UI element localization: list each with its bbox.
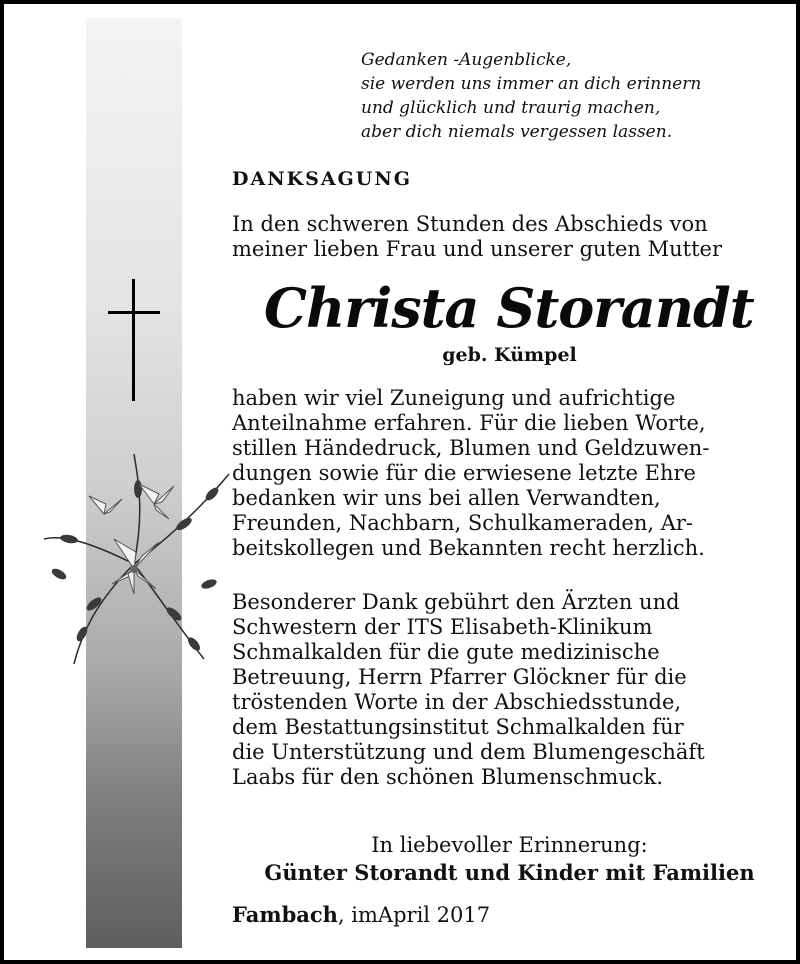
paragraph-line: Anteilnahme erfahren. Für die lieben Worte,	[232, 411, 706, 435]
memorial-quote	[361, 48, 781, 144]
memory-line: In liebevoller Erinnerung:	[371, 833, 648, 857]
date: , imApril 2017	[337, 903, 491, 927]
family-signature: Günter Storandt und Kinder mit Familien	[264, 860, 755, 885]
lily-bouquet-icon	[34, 444, 234, 674]
deceased-name: Christa Storandt	[264, 276, 754, 340]
closing	[232, 832, 787, 886]
paragraph-line: dungen sowie für die erwiesene letzte Ehre	[232, 461, 696, 485]
quote-line: Gedanken -Augenblicke,	[361, 50, 572, 70]
paragraph-line: Besonderer Dank gebührt den Ärzten und	[232, 590, 680, 614]
paragraph-line: Laabs für den schönen Blumenschmuck.	[232, 765, 664, 789]
paragraph-line: stillen Händedruck, Blumen und Geldzuwen-	[232, 436, 710, 460]
paragraph-line: tröstenden Worte in der Abschiedsstunde,	[232, 690, 682, 714]
special-thanks-paragraph	[232, 590, 787, 790]
paragraph-line: Schmalkalden für die gute medizinische	[232, 640, 660, 664]
paragraph-line: dem Bestattungsinstitut Schmalkalden für	[232, 715, 684, 739]
paragraph-line: bedanken wir uns bei allen Verwandten,	[232, 486, 661, 510]
paragraph-line: Freunden, Nachbarn, Schulkameraden, Ar-	[232, 511, 693, 535]
intro-line: In den schweren Stunden des Abschieds von	[232, 212, 708, 236]
paragraph-line: beitskollegen und Bekannten recht herzlich.	[232, 536, 705, 560]
paragraph-line: Betreuung, Herrn Pfarrer Glöckner für die	[232, 665, 687, 689]
quote-line: und glücklich und traurig machen,	[361, 98, 661, 118]
birth-name: geb. Kümpel	[442, 344, 577, 366]
heading: DANKSAGUNG	[232, 168, 412, 190]
intro-line: meiner lieben Frau und unserer guten Mutter	[232, 237, 722, 261]
thanks-paragraph	[232, 386, 787, 561]
cross-icon	[108, 279, 160, 404]
paragraph-line: haben wir viel Zuneigung und aufrichtige	[232, 386, 676, 410]
quote-line: aber dich niemals vergessen lassen.	[361, 122, 673, 142]
intro-text	[232, 212, 787, 262]
place-date	[232, 902, 490, 927]
paragraph-line: die Unterstützung und dem Blumengeschäft	[232, 740, 705, 764]
paragraph-line: Schwestern der ITS Elisabeth-Klinikum	[232, 615, 653, 639]
town: Fambach	[232, 902, 338, 927]
quote-line: sie werden uns immer an dich erinnern	[361, 74, 702, 94]
